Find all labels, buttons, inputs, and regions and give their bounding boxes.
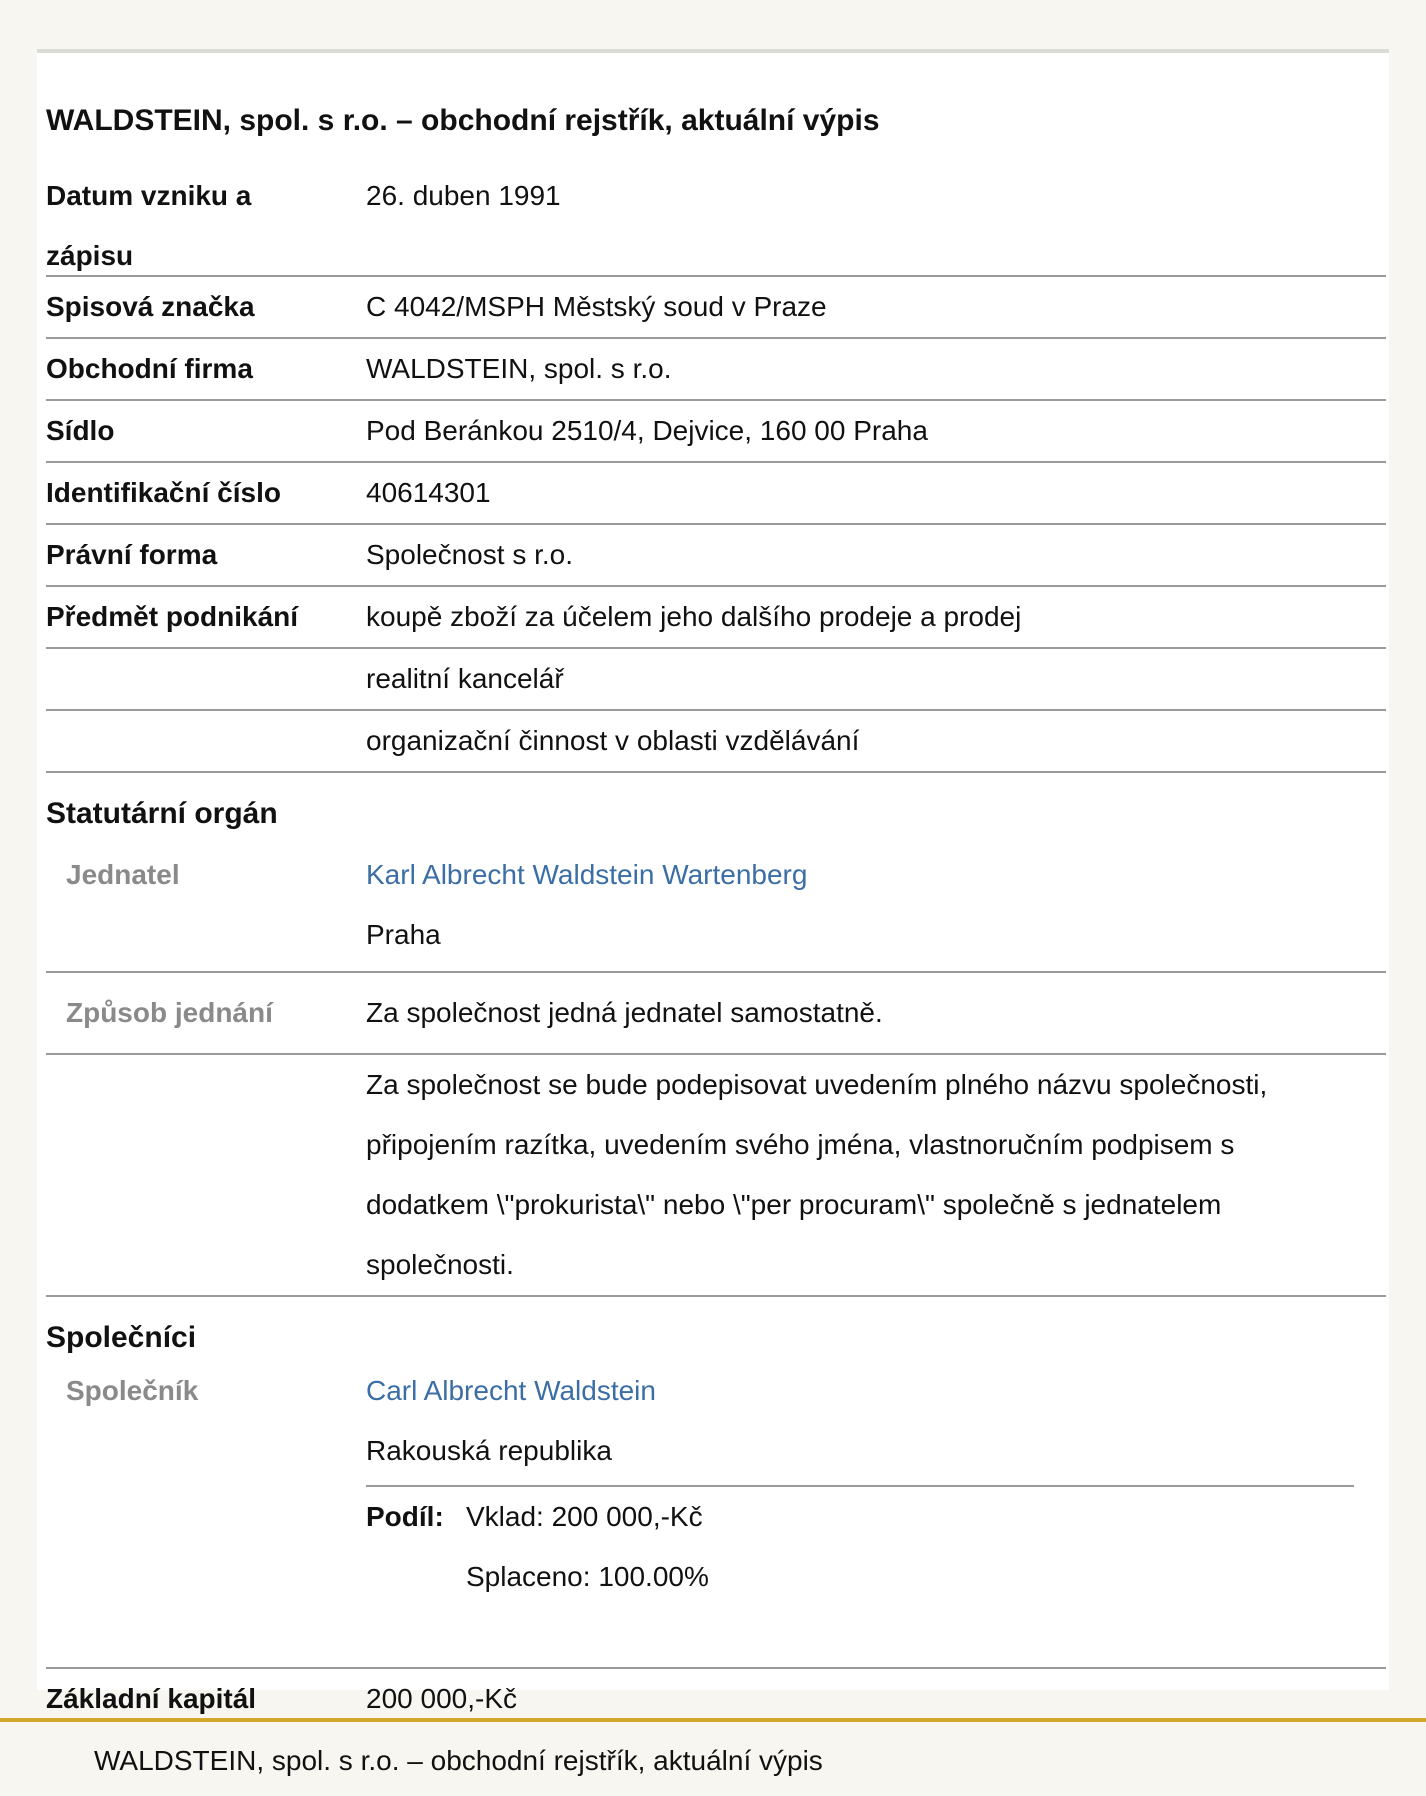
row-spolecnik — [46, 1361, 1386, 1669]
row-predmet-podnikani-3 — [46, 711, 1386, 773]
section-spolecnici: Společníci — [46, 1321, 197, 1354]
row-sidlo — [46, 401, 1386, 463]
register-extract-card — [37, 49, 1389, 1714]
row-datum-vzniku — [46, 166, 1386, 277]
row-zpusob-podepisovani — [46, 1055, 1386, 1297]
ico-value: 40614301 — [366, 477, 491, 508]
row-predmet-podnikani-2 — [46, 649, 1386, 711]
jednatel-city: Praha — [366, 919, 441, 950]
predmet-value-2: realitní kancelář — [366, 663, 564, 694]
zpusob-value-2-line-1: Za společnost se bude podepisovat uvedením plného názvu společnosti, — [366, 1069, 1268, 1100]
sidlo-label: Sídlo — [46, 415, 115, 446]
row-pravni-forma — [46, 525, 1386, 587]
row-jednatel — [46, 837, 1386, 973]
zpusob-value-2-line-4: společnosti. — [366, 1249, 514, 1280]
firma-value: WALDSTEIN, spol. s r.o. — [366, 353, 672, 384]
predmet-value-1: koupě zboží za účelem jeho dalšího prodeje a prodej — [366, 601, 1022, 632]
datum-label-line2: zápisu — [46, 240, 134, 271]
section-statutarni-organ: Statutární orgán — [46, 797, 278, 830]
kapital-label: Základní kapitál — [46, 1683, 257, 1714]
zpusob-value-1: Za společnost jedná jednatel samostatně. — [366, 997, 883, 1028]
jednatel-label: Jednatel — [66, 859, 180, 890]
zpusob-value-2-line-2: připojením razítka, uvedením svého jména, vlastnoručním podpisem s — [366, 1129, 1235, 1160]
podil-vklad: Vklad: 200 000,-Kč — [466, 1501, 703, 1532]
spolecnik-country: Rakouská republika — [366, 1435, 612, 1466]
datum-label-line1: Datum vzniku a — [46, 180, 252, 211]
spis-label: Spisová značka — [46, 291, 255, 322]
kapital-value: 200 000,-Kč — [366, 1683, 517, 1714]
jednatel-name-link[interactable]: Karl Albrecht Waldstein Wartenberg — [366, 859, 808, 890]
firma-label: Obchodní firma — [46, 353, 253, 384]
row-zpusob-jednani — [46, 973, 1386, 1055]
sidlo-value: Pod Beránkou 2510/4, Dejvice, 160 00 Praha — [366, 415, 928, 446]
ico-label: Identifikační číslo — [46, 477, 281, 508]
zpusob-value-2-line-3: dodatkem \"prokurista\" nebo \"per procuram\" společně s jednatelem — [366, 1189, 1222, 1220]
spolecnik-label: Společník — [66, 1375, 199, 1406]
predmet-label: Předmět podnikání — [46, 601, 299, 632]
footer-title: WALDSTEIN, spol. s r.o. – obchodní rejstřík, aktuální výpis — [94, 1745, 823, 1776]
podil-splaceno: Splaceno: 100.00% — [466, 1561, 709, 1592]
page-title: WALDSTEIN, spol. s r.o. – obchodní rejstřík, aktuální výpis — [46, 104, 880, 137]
forma-value: Společnost s r.o. — [366, 539, 574, 570]
spolecnik-name-link[interactable]: Carl Albrecht Waldstein — [366, 1375, 656, 1406]
row-spisova-znacka — [46, 277, 1386, 339]
zpusob-label: Způsob jednání — [66, 997, 273, 1028]
podil-label: Podíl: — [366, 1501, 444, 1532]
row-identifikacni-cislo — [46, 463, 1386, 525]
footer-bar — [0, 1718, 1426, 1796]
predmet-value-3: organizační činnost v oblasti vzdělávání — [366, 725, 860, 756]
spis-value: C 4042/MSPH Městský soud v Praze — [366, 291, 827, 322]
row-obchodni-firma — [46, 339, 1386, 401]
forma-label: Právní forma — [46, 539, 218, 570]
row-predmet-podnikani — [46, 587, 1386, 649]
datum-value: 26. duben 1991 — [366, 180, 561, 211]
